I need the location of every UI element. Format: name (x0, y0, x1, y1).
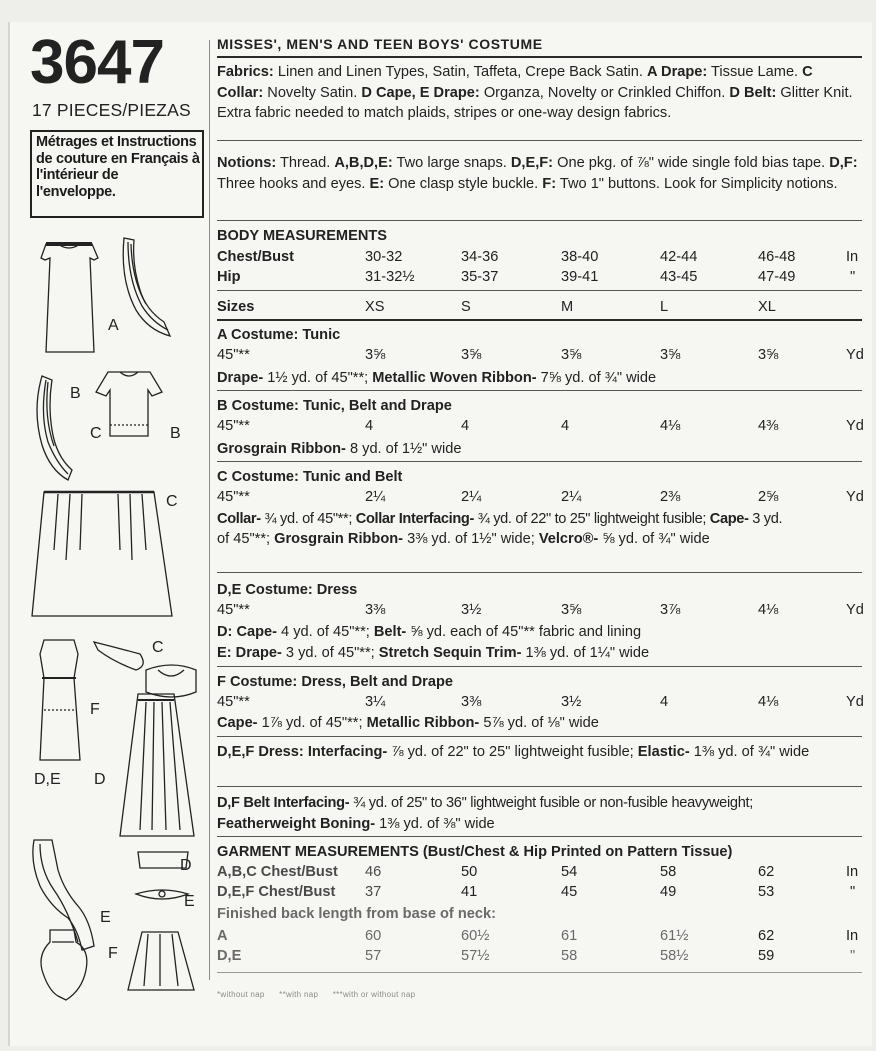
view-label-b-2: B (170, 425, 181, 442)
french-line: l'enveloppe. (36, 183, 116, 200)
view-b-tunic-drawing (96, 372, 162, 436)
costume-de-extras-1: D: Cape- 4 yd. of 45"**; Belt- ⅝ yd. each of 45"** fabric and lining (217, 624, 642, 640)
divider (217, 572, 862, 573)
sizes-row: Sizes XS S M L XL (217, 299, 776, 315)
back-length-a-row: A 60 60½ 61 61½ 62 In (217, 928, 859, 944)
view-f-dress-drawing (40, 640, 80, 760)
view-e-belt-drawing (136, 890, 188, 899)
view-label-e: E (100, 909, 111, 926)
body-measurements-heading: BODY MEASUREMENTS (217, 228, 388, 244)
garment-def-row: D,E,F Chest/Bust 37 41 45 49 53 " (217, 884, 856, 900)
divider (217, 666, 862, 667)
view-label-c: C (166, 493, 178, 510)
footnote: ***with or without nap (332, 990, 416, 999)
costume-c-heading: C Costume: Tunic and Belt (217, 469, 403, 485)
hip-row: Hip 31-32½ 35-37 39-41 43-45 47-49 " (217, 269, 856, 285)
view-label-c-b: C (90, 425, 102, 442)
view-a-tunic-drawing (41, 244, 98, 352)
chest-bust-row: Chest/Bust 30-32 34-36 38-40 42-44 46-48 In (217, 249, 859, 265)
divider (217, 786, 862, 787)
costume-de-heading: D,E Costume: Dress (217, 582, 358, 598)
column-divider (209, 40, 210, 980)
view-c-collar-drawing (146, 665, 196, 697)
view-label-f: F (90, 701, 100, 718)
costume-c-yardage: 45"** 2¼ 2¼ 2¼ 2⅜ 2⅝ Yd (217, 489, 864, 505)
view-belt-drawing (94, 642, 143, 670)
divider (217, 290, 862, 291)
view-c-skirt-drawing (32, 492, 172, 616)
view-label-e-2: E (184, 893, 195, 910)
view-d-skirt-drawing (120, 694, 194, 836)
costume-f-heading: F Costume: Dress, Belt and Drape (217, 674, 453, 690)
notions-section: Notions: Thread. A,B,D,E: Two large snaps. D,E,F: One pkg. of ⅞" wide single fold bias tape. D,F: Three hooks and eyes. E: One clasp style buckle. F: Two 1" buttons. Look for Simplicity notions. (217, 155, 858, 192)
footnote: **with nap (279, 990, 319, 999)
view-line-drawings (28, 230, 208, 1010)
costume-a-extras: Drape- 1½ yd. of 45"**; Metallic Woven Ribbon- 7⅝ yd. of ¾" wide (217, 370, 657, 386)
divider (217, 461, 862, 462)
costume-a-yardage: 45"** 3⅝ 3⅝ 3⅝ 3⅝ 3⅝ Yd (217, 347, 864, 363)
view-label-b: B (70, 385, 81, 402)
divider (217, 220, 862, 221)
costume-f-yardage: 45"** 3¼ 3⅜ 3½ 4 4⅛ Yd (217, 694, 864, 710)
divider (217, 319, 862, 321)
notions-label: Notions: (217, 155, 277, 171)
costume-f-extras: Cape- 1⅞ yd. of 45"**; Metallic Ribbon- 5⅞ yd. of ⅛" wide (217, 715, 599, 731)
view-a-drape-drawing (123, 238, 170, 336)
french-line: Métrages et Instructions (36, 134, 197, 150)
divider (217, 836, 862, 837)
divider (217, 736, 862, 737)
costume-a-heading: A Costume: Tunic (217, 327, 341, 343)
costume-de-extras-2: E: Drape- 3 yd. of 45"**; Stretch Sequin Trim- 1⅜ yd. of 1¼" wide (217, 645, 650, 661)
view-f-skirt-drawing (128, 932, 194, 990)
view-label-d-2: D (180, 857, 192, 874)
view-label-c-collar: C (152, 639, 164, 656)
costume-b-extras: Grosgrain Ribbon- 8 yd. of 1½" wide (217, 441, 462, 457)
garment-measurements-heading: GARMENT MEASUREMENTS (Bust/Chest & Hip Printed on Pattern Tissue) (217, 844, 733, 860)
divider (217, 972, 862, 973)
costume-c-extras-1: Collar- ¾ yd. of 45"**; Collar Interfacing- ¾ yd. of 22" to 25" lightweight fusible; Cape- 3 yd. (217, 511, 783, 527)
featherweight-boning: Featherweight Boning- 1⅜ yd. of ⅜" wide (217, 816, 495, 832)
divider (217, 140, 862, 141)
pieces-count: 17 PIECES/PIEZAS (32, 100, 191, 120)
view-e-drape-drawing (33, 840, 94, 950)
back-length-de-row: D,E 57 57½ 58 58½ 59 " (217, 948, 856, 964)
view-b-drape-drawing (37, 376, 72, 480)
french-line: de couture en Français à (36, 150, 200, 167)
footnotes (217, 990, 427, 999)
french-line: l'intérieur de (36, 167, 119, 183)
pattern-number: 3647 (30, 28, 164, 97)
view-label-de: D,E (34, 771, 61, 788)
divider (217, 56, 862, 58)
def-dress-notions: D,E,F Dress: Interfacing- ⅞ yd. of 22" to 25" lightweight fusible; Elastic- 1⅜ yd. of ¾" wide (217, 744, 810, 760)
divider (217, 390, 862, 391)
view-label-d: D (94, 771, 106, 788)
french-instructions-box (30, 130, 204, 218)
fabrics-section: Fabrics: Linen and Linen Types, Satin, Taffeta, Crepe Back Satin. A Drape: Tissue Lame. C Collar: Novelty Satin. D Cape, E Drape: Organza, Novelty or Crinkled Chiffon. D Belt: Glitter Knit. Extra fabric needed to match plaids, stripes or one-way design fabrics. (217, 64, 853, 121)
costume-de-yardage: 45"** 3⅜ 3½ 3⅝ 3⅞ 4⅛ Yd (217, 602, 864, 618)
garment-abc-row: A,B,C Chest/Bust 46 50 54 58 62 In (217, 864, 859, 880)
pattern-title: MISSES', MEN'S AND TEEN BOYS' COSTUME (217, 36, 543, 52)
df-belt-interfacing: D,F Belt Interfacing- ¾ yd. of 25" to 36" lightweight fusible or non-fusible heavyweight; (217, 795, 754, 811)
footnote: *without nap (217, 990, 265, 999)
costume-c-extras-2: of 45"**; Grosgrain Ribbon- 3⅜ yd. of 1½" wide; Velcro®- ⅝ yd. of ¾" wide (217, 531, 710, 547)
fabrics-label: Fabrics: (217, 64, 274, 80)
view-label-a: A (108, 317, 119, 334)
costume-b-yardage: 45"** 4 4 4 4⅛ 4⅜ Yd (217, 418, 864, 434)
back-length-heading: Finished back length from base of neck: (217, 906, 496, 922)
costume-b-heading: B Costume: Tunic, Belt and Drape (217, 398, 452, 414)
view-label-f-2: F (108, 945, 118, 962)
